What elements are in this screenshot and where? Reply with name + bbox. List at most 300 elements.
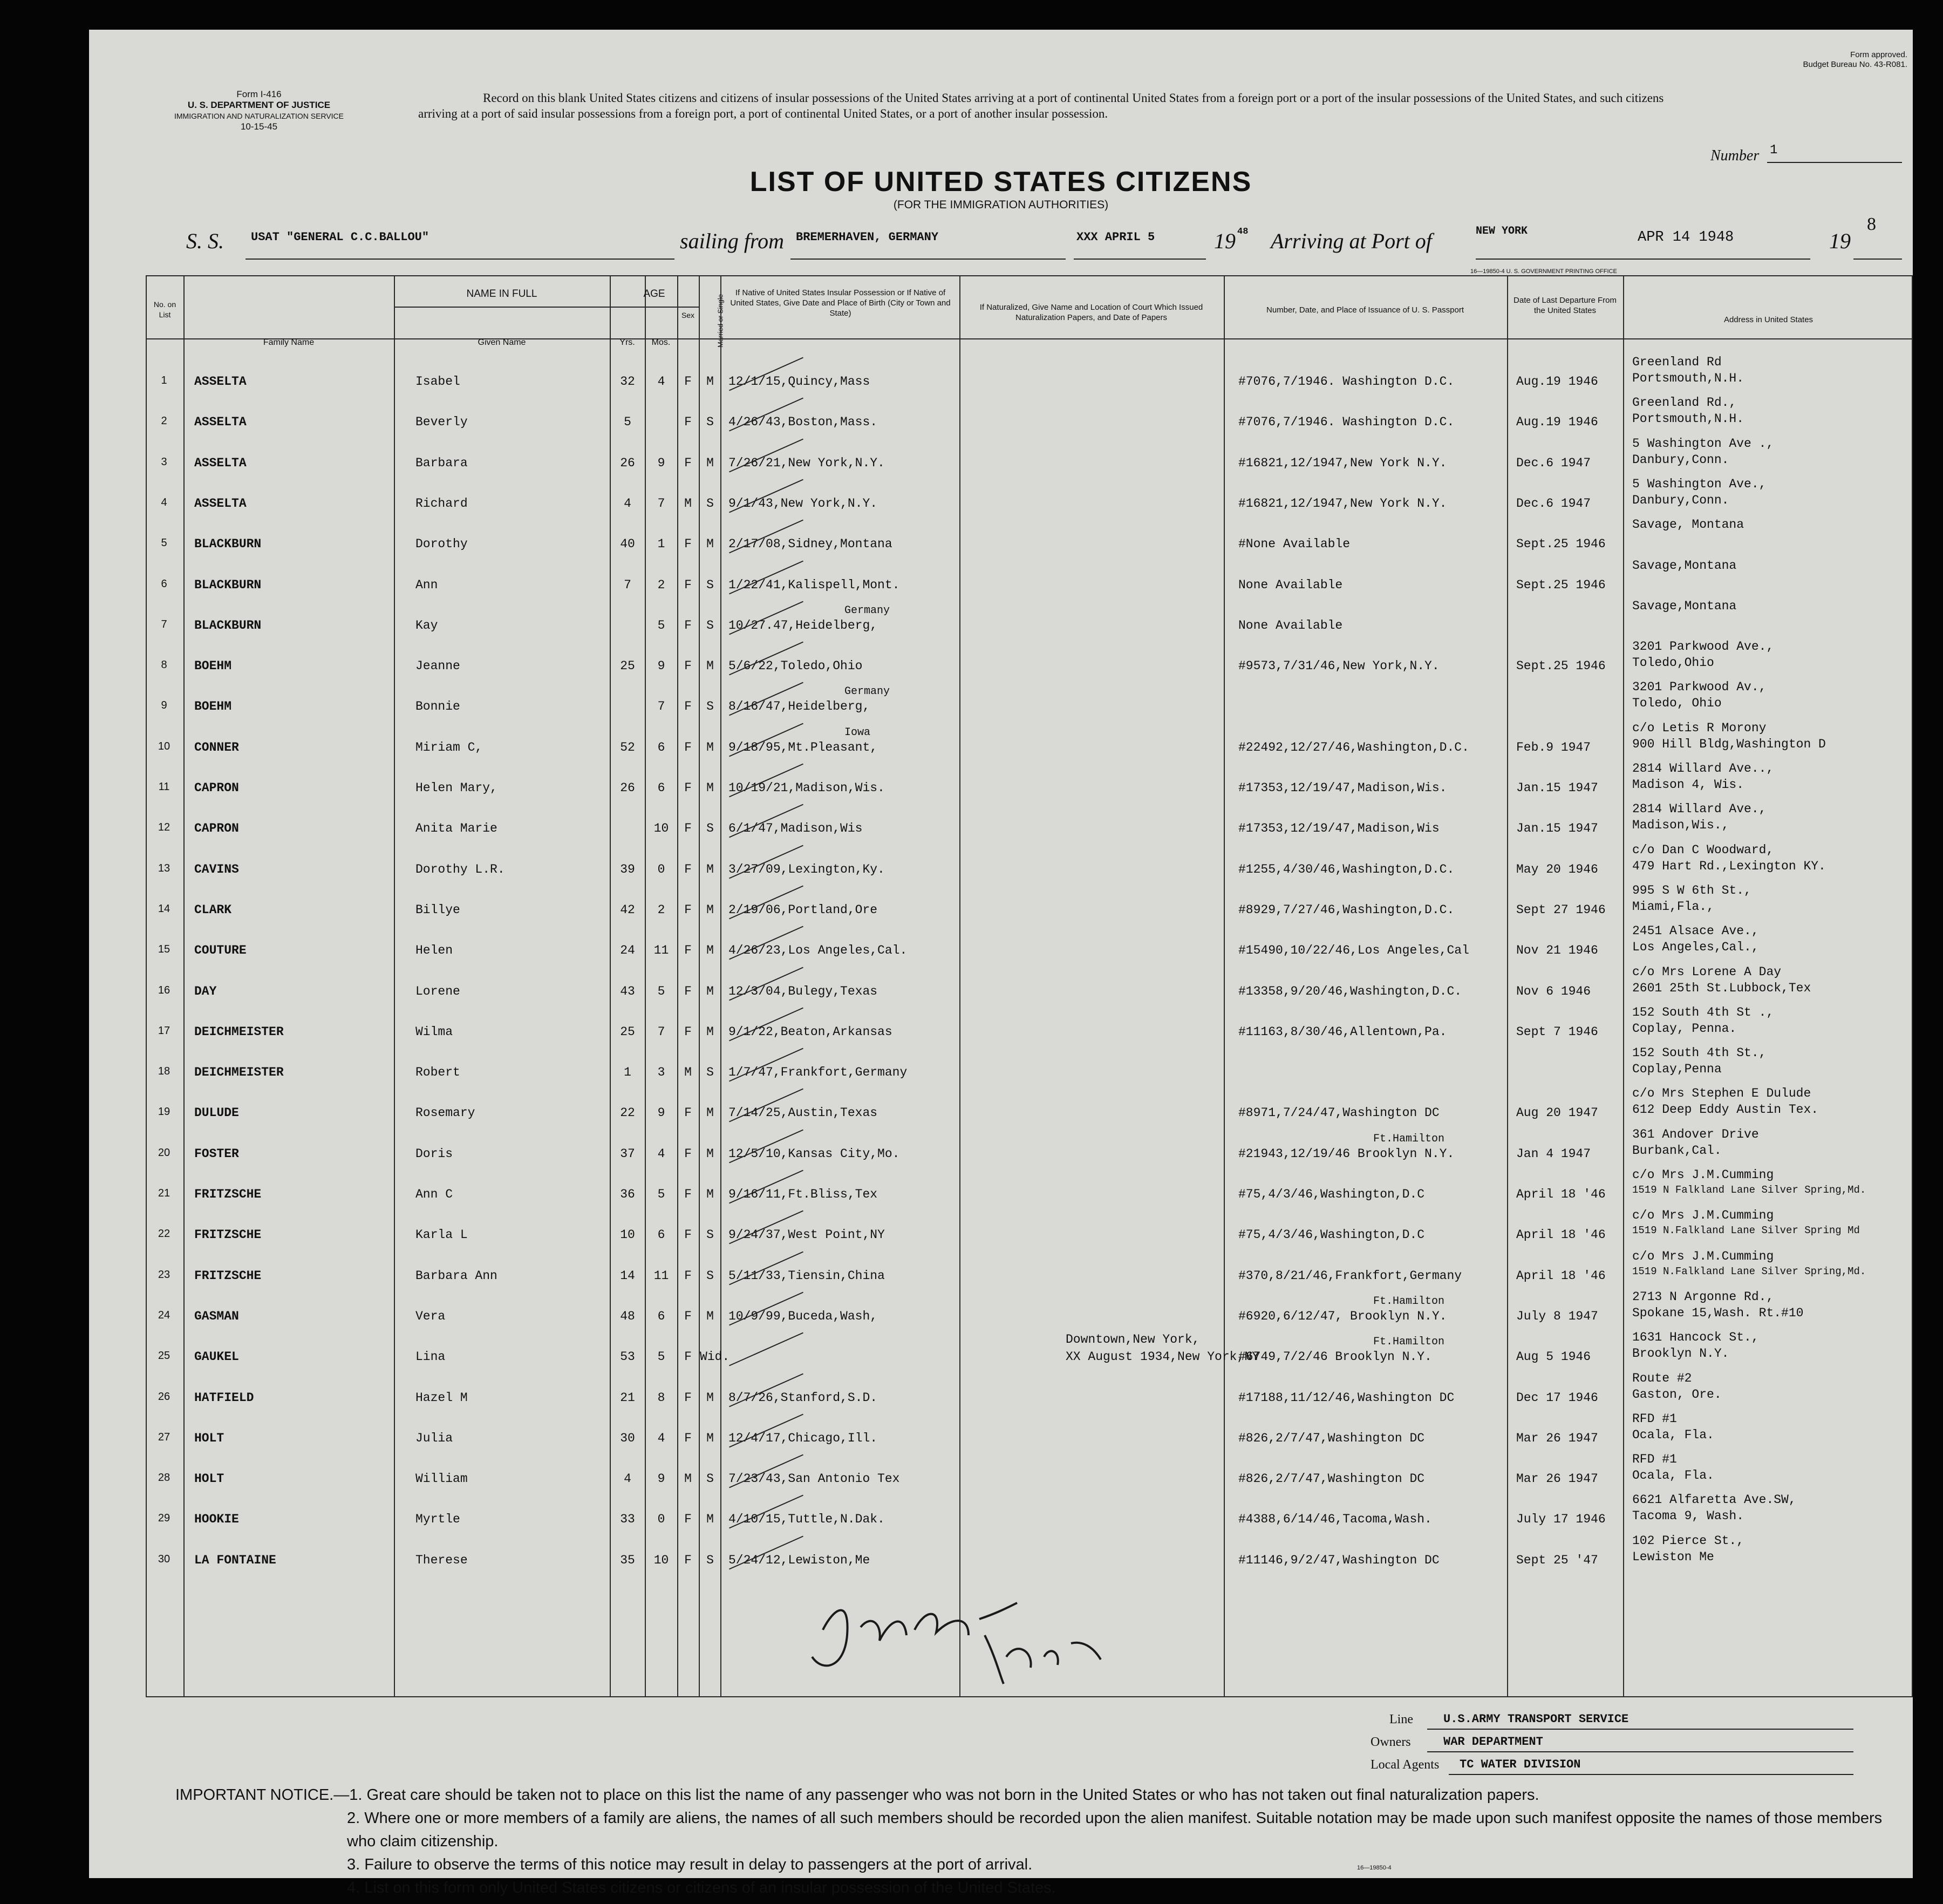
row-number: 16	[158, 984, 171, 996]
sex: F	[684, 781, 692, 795]
row-number: 6	[161, 577, 167, 590]
age-months: 5	[657, 1350, 665, 1364]
passport-info: #16821,12/1947,New York N.Y.	[1238, 496, 1447, 511]
address-line-2: 2601 25th St.Lubbock,Tex	[1632, 981, 1811, 995]
passport-info: #370,8/21/46,Frankfort,Germany	[1238, 1268, 1462, 1283]
birth-date-place: 10/27.47,Heidelberg,	[728, 618, 878, 633]
given-name: Therese	[415, 1553, 468, 1567]
row-number: 4	[161, 496, 167, 508]
row-number: 23	[158, 1268, 171, 1281]
address-line-1: 3201 Parkwood Ave.,	[1632, 640, 1774, 654]
given-name: Miriam C,	[415, 740, 483, 754]
agents-underline	[1449, 1774, 1853, 1775]
col-header-departure: Date of Last Departure From the United States	[1514, 296, 1617, 315]
marital-status: S	[706, 415, 714, 430]
sex: F	[684, 375, 692, 389]
notice-line-1: IMPORTANT NOTICE.—1. Great care should be taken not to place on this list the name of any passenger who was not born in the United States or who has not taken out final naturalization papers.	[175, 1786, 1539, 1804]
sex: F	[684, 1228, 692, 1242]
passport-info: #17353,12/19/47,Madison,Wis.	[1238, 781, 1447, 795]
family-name: CAPRON	[194, 821, 239, 836]
birth-date-place: 9/16/11,Ft.Bliss,Tex	[728, 1187, 878, 1201]
sex: F	[684, 1268, 692, 1283]
sex: F	[684, 699, 692, 714]
sex: F	[684, 1350, 692, 1364]
last-departure: April 18 '46	[1516, 1268, 1606, 1283]
last-departure: Nov 6 1946	[1516, 984, 1591, 998]
address-line-1: 361 Andover Drive	[1632, 1127, 1759, 1141]
given-name: Lorene	[415, 984, 460, 998]
sailing-port: BREMERHAVEN, GERMANY	[796, 230, 939, 244]
address-line-1: Savage,Montana	[1632, 599, 1737, 613]
sex: F	[684, 1431, 692, 1445]
address-line-2: 900 Hill Bldg,Washington D	[1632, 737, 1826, 751]
sex: F	[684, 455, 692, 470]
sailing-label: sailing from	[680, 229, 784, 253]
family-name: CONNER	[194, 740, 239, 754]
age-years: 26	[620, 455, 635, 470]
address-line-2: Tacoma 9, Wash.	[1632, 1509, 1744, 1524]
given-name: Dorothy L.R.	[415, 862, 505, 876]
given-name: Helen Mary,	[415, 781, 497, 795]
family-name: BLACKBURN	[194, 577, 262, 592]
address-line-2: 1519 N.Falkland Lane Silver Spring,Md.	[1632, 1265, 1866, 1277]
line-value: U.S.ARMY TRANSPORT SERVICE	[1443, 1712, 1629, 1726]
given-name: Barbara Ann	[415, 1268, 497, 1283]
age-years: 52	[620, 740, 635, 754]
passport-info: #17353,12/19/47,Madison,Wis	[1238, 821, 1440, 836]
birth-date-place: 1/7/47,Frankfort,Germany	[728, 1065, 908, 1080]
birth-date-place: 12/4/17,Chicago,Ill.	[728, 1431, 878, 1445]
given-name: Ann C	[415, 1187, 453, 1201]
owners-label: Owners	[1371, 1735, 1411, 1749]
address-line-1: c/o Mrs J.M.Cumming	[1632, 1208, 1774, 1223]
birth-date-place: 2/19/06,Portland,Ore	[728, 902, 878, 917]
row-number: 14	[158, 902, 171, 915]
naturalization-court: Downtown,New York,	[1066, 1332, 1200, 1347]
sex: M	[684, 1065, 692, 1080]
col-header-given-name: Given Name	[478, 338, 526, 347]
family-name: BLACKBURN	[194, 537, 262, 552]
address-line-1: 152 South 4th St.,	[1632, 1046, 1767, 1060]
table-row	[89, 1533, 1913, 1581]
ship-name: USAT "GENERAL C.C.BALLOU"	[251, 230, 429, 244]
family-name: LA FONTAINE	[194, 1553, 276, 1567]
birth-date-place: 7/26/21,New York,N.Y.	[728, 455, 885, 470]
form-identification: Form I-416 U. S. DEPARTMENT OF JUSTICE IMMIGRATION AND NATURALIZATION SERVICE 10-15-45	[174, 89, 344, 132]
row-number: 25	[158, 1350, 171, 1362]
sailing-date: XXX APRIL 5	[1076, 230, 1155, 244]
given-name: Vera	[415, 1309, 446, 1323]
marital-status: Wid.	[700, 1350, 730, 1364]
address-line-1: Greenland Rd.,	[1632, 396, 1737, 410]
address-line-1: 152 South 4th St .,	[1632, 1005, 1774, 1019]
marital-status: S	[706, 577, 714, 592]
last-departure: Sept.25 1946	[1516, 659, 1606, 674]
address-line-2: Miami,Fla.,	[1632, 899, 1714, 914]
address-line-2: Coplay,Penna	[1632, 1062, 1722, 1077]
passport-info: #6920,6/12/47, Brooklyn N.Y.	[1238, 1309, 1447, 1323]
birth-date-place: 4/10/15,Tuttle,N.Dak.	[728, 1512, 885, 1527]
sex: F	[684, 943, 692, 958]
row-number: 30	[158, 1553, 171, 1565]
family-name: CAPRON	[194, 781, 239, 795]
age-months: 10	[653, 1553, 669, 1567]
number-label: Number	[1710, 147, 1760, 164]
sex: F	[684, 659, 692, 674]
age-months: 2	[657, 902, 665, 917]
given-name: Bonnie	[415, 699, 460, 714]
marital-status: M	[706, 1024, 714, 1039]
year-underline	[1853, 235, 1902, 260]
arrival-port: NEW YORK	[1476, 225, 1528, 237]
record-instructions: Record on this blank United States citizens and citizens of insular possessions of the United States arriving at a port of continental United States from a foreign port or a port of the insular possessions of the United States, and such citizens arriving at a port of said insular possessions from a foreign port, a port of continental United States, or a port of another insular possession.	[418, 91, 1664, 120]
last-departure: Sept.25 1946	[1516, 537, 1606, 552]
age-years: 53	[620, 1350, 635, 1364]
given-name: Julia	[415, 1431, 453, 1445]
given-name: Ann	[415, 577, 438, 592]
age-years: 37	[620, 1146, 635, 1161]
address-line-2: Portsmouth,N.H.	[1632, 412, 1744, 426]
marital-status: M	[706, 1390, 714, 1405]
last-departure: Sept 25 '47	[1516, 1553, 1598, 1567]
address-line-1: 5 Washington Ave .,	[1632, 436, 1774, 451]
family-name: HATFIELD	[194, 1390, 254, 1405]
age-months: 10	[653, 821, 669, 836]
age-years: 25	[620, 659, 635, 674]
arrival-date-stamp: APR 14 1948	[1638, 229, 1734, 246]
age-years: 30	[620, 1431, 635, 1445]
last-departure: Feb.9 1947	[1516, 740, 1591, 754]
marital-status: M	[706, 1431, 714, 1445]
address-line-2: Spokane 15,Wash. Rt.#10	[1632, 1305, 1804, 1320]
address-line-1: c/o Mrs J.M.Cumming	[1632, 1249, 1774, 1263]
age-years: 43	[620, 984, 635, 998]
address-line-2: Gaston, Ore.	[1632, 1387, 1722, 1402]
sex: F	[684, 1106, 692, 1120]
last-departure: Sept 7 1946	[1516, 1024, 1598, 1039]
budget-approval: Form approved. Budget Bureau No. 43-R081.	[1803, 50, 1907, 69]
address-line-1: 995 S W 6th St.,	[1632, 883, 1751, 897]
age-months: 5	[657, 1187, 665, 1201]
last-departure: July 8 1947	[1516, 1309, 1598, 1323]
family-name: CAVINS	[194, 862, 239, 876]
address-line-1: 2814 Willard Ave.,	[1632, 802, 1767, 817]
given-name: Doris	[415, 1146, 453, 1161]
marital-status: S	[706, 821, 714, 836]
address-line-1: 2451 Alsace Ave.,	[1632, 924, 1759, 939]
row-number: 17	[158, 1024, 171, 1037]
family-name: GAUKEL	[194, 1350, 239, 1364]
given-name: Helen	[415, 943, 453, 958]
table-top-rule	[146, 275, 1913, 276]
family-name: HOLT	[194, 1472, 224, 1486]
age-months: 6	[657, 781, 665, 795]
family-name: HOLT	[194, 1431, 224, 1445]
passport-info: #9573,7/31/46,New York,N.Y.	[1238, 659, 1440, 674]
birth-date-place: 7/23/43,San Antonio Tex	[728, 1472, 900, 1486]
row-number: 1	[161, 375, 167, 386]
row-number: 24	[158, 1309, 171, 1321]
age-months: 0	[657, 1512, 665, 1527]
age-years: 39	[620, 862, 635, 876]
address-line-2: 612 Deep Eddy Austin Tex.	[1632, 1103, 1819, 1117]
marital-status: M	[706, 902, 714, 917]
passport-info: #None Available	[1238, 537, 1351, 552]
birth-date-place: 2/17/08,Sidney,Montana	[728, 537, 892, 552]
marital-status: S	[706, 496, 714, 511]
passport-info: #15490,10/22/46,Los Angeles,Cal	[1238, 943, 1469, 958]
birth-place-above: Iowa	[844, 726, 871, 739]
age-months: 5	[657, 984, 665, 998]
sex: F	[684, 577, 692, 592]
family-name: HOOKIE	[194, 1512, 239, 1527]
address-line-2: Brooklyn N.Y.	[1632, 1347, 1729, 1361]
given-name: Dorothy	[415, 537, 468, 552]
col-header-mos: Mos.	[651, 338, 671, 347]
sex: F	[684, 415, 692, 430]
marital-status: M	[706, 659, 714, 674]
birth-date-place: 12/3/04,Bulegy,Texas	[728, 984, 878, 998]
age-months: 7	[657, 1024, 665, 1039]
marital-status: S	[706, 618, 714, 633]
age-months: 2	[657, 577, 665, 592]
year-mark: 8	[1867, 214, 1876, 234]
marital-status: M	[706, 1146, 714, 1161]
sex: F	[684, 1512, 692, 1527]
birth-date-place: 4/26/43,Boston,Mass.	[728, 415, 878, 430]
notice-line-3: 3. Failure to observe the terms of this notice may result in delay to passengers at the port of arrival.	[347, 1856, 1033, 1873]
address-line-1: 5 Washington Ave.,	[1632, 477, 1767, 491]
age-years: 5	[624, 415, 631, 430]
address-line-2: Burbank,Cal.	[1632, 1143, 1722, 1158]
family-name: DULUDE	[194, 1106, 239, 1120]
sex: F	[684, 1309, 692, 1323]
last-departure: Dec.6 1947	[1516, 496, 1591, 511]
address-line-1: 3201 Parkwood Av.,	[1632, 680, 1767, 695]
notice-line-2: 2. Where one or more members of a family are aliens, the names of all such members should be recorded upon the alien manifest. Suitable notation may be made upon such manifest opposite the names of those members who claim citizenship.	[347, 1810, 1883, 1850]
age-months: 6	[657, 1228, 665, 1242]
birth-date-place: 5/24/12,Lewiston,Me	[728, 1553, 870, 1567]
birth-place-above: Germany	[844, 604, 890, 617]
family-name: ASSELTA	[194, 496, 247, 511]
last-departure: Sept 27 1946	[1516, 902, 1606, 917]
age-years: 7	[624, 577, 631, 592]
given-name: Barbara	[415, 455, 468, 470]
row-number: 26	[158, 1390, 171, 1403]
ss-label: S. S.	[186, 229, 224, 253]
last-departure: Aug 20 1947	[1516, 1106, 1598, 1120]
row-number: 2	[161, 415, 167, 427]
last-departure: Aug 5 1946	[1516, 1350, 1591, 1364]
birth-date-place: 8/16/47,Heidelberg,	[728, 699, 870, 714]
sex: F	[684, 862, 692, 876]
inspection-check-mark	[729, 1332, 803, 1366]
marital-status: M	[706, 781, 714, 795]
address-line-1: c/o Dan C Woodward,	[1632, 842, 1774, 857]
age-years: 14	[620, 1268, 635, 1283]
given-name: Rosemary	[415, 1106, 475, 1120]
marital-status: M	[706, 862, 714, 876]
last-departure: Mar 26 1947	[1516, 1472, 1598, 1486]
family-name: GASMAN	[194, 1309, 239, 1323]
sex: F	[684, 1024, 692, 1039]
family-name: FRITZSCHE	[194, 1228, 262, 1242]
marital-status: M	[706, 1187, 714, 1201]
col-header-yrs: Yrs.	[619, 338, 635, 347]
address-line-2: 479 Hart Rd.,Lexington KY.	[1632, 859, 1826, 873]
table-bottom-rule	[146, 1696, 1913, 1697]
family-name: DEICHMEISTER	[194, 1065, 284, 1080]
given-name: Billye	[415, 902, 460, 917]
age-years: 25	[620, 1024, 635, 1039]
passport-info: #13358,9/20/46,Washington,D.C.	[1238, 984, 1462, 998]
passport-info: None Available	[1238, 577, 1343, 592]
given-name: Hazel M	[415, 1390, 468, 1405]
address-line-2: Madison,Wis.,	[1632, 818, 1729, 833]
family-name: FRITZSCHE	[194, 1268, 262, 1283]
age-years: 40	[620, 537, 635, 552]
address-line-1: Greenland Rd	[1632, 355, 1722, 369]
address-line-1: c/o Mrs Stephen E Dulude	[1632, 1086, 1811, 1101]
passport-info: #826,2/7/47,Washington DC	[1238, 1431, 1425, 1445]
row-number: 12	[158, 821, 171, 834]
given-name: Lina	[415, 1350, 446, 1364]
sex: F	[684, 537, 692, 552]
manifest-page	[89, 30, 1913, 1896]
age-months: 7	[657, 496, 665, 511]
age-months: 7	[657, 699, 665, 714]
address-line-1: c/o Mrs J.M.Cumming	[1632, 1168, 1774, 1182]
sex: F	[684, 618, 692, 633]
marital-status: M	[706, 1512, 714, 1527]
row-number: 29	[158, 1512, 171, 1525]
age-months: 4	[657, 1146, 665, 1161]
passport-info: #17188,11/12/46,Washington DC	[1238, 1390, 1455, 1405]
age-years: 35	[620, 1553, 635, 1567]
row-number: 15	[158, 943, 171, 956]
birth-date-place: 10/19/21,Madison,Wis.	[728, 781, 885, 795]
age-years: 24	[620, 943, 635, 958]
last-departure: Jan.15 1947	[1516, 821, 1598, 836]
age-years: 22	[620, 1106, 635, 1120]
row-number: 10	[158, 740, 171, 752]
family-name: FOSTER	[194, 1146, 239, 1161]
birth-date-place: 5/6/22,Toledo,Ohio	[728, 659, 863, 674]
birth-date-place: 9/1/22,Beaton,Arkansas	[728, 1024, 892, 1039]
sex: M	[684, 1472, 692, 1486]
age-months: 4	[657, 375, 665, 389]
last-departure: Dec 17 1946	[1516, 1390, 1598, 1405]
sex: F	[684, 1187, 692, 1201]
age-months: 5	[657, 618, 665, 633]
sex: F	[684, 984, 692, 998]
passport-info: #8929,7/27/46,Washington,D.C.	[1238, 902, 1455, 917]
given-name: Myrtle	[415, 1512, 460, 1527]
given-name: William	[415, 1472, 468, 1486]
col-header-naturalized: If Naturalized, Give Name and Location of Court Which Issued Naturalization Papers, and Date of Papers	[979, 303, 1203, 322]
address-line-2: Los Angeles,Cal.,	[1632, 940, 1759, 955]
birth-date-place: 9/1/43,New York,N.Y.	[728, 496, 878, 511]
number-value: 1	[1770, 143, 1778, 158]
last-departure: Aug.19 1946	[1516, 415, 1598, 430]
last-departure: July 17 1946	[1516, 1512, 1606, 1527]
row-number: 11	[158, 781, 170, 793]
naturalization-date: XX August 1934,New York,NY	[1066, 1350, 1259, 1364]
marital-status: M	[706, 375, 714, 389]
sex: F	[684, 1146, 692, 1161]
col-header-married-single: Married or Single	[716, 294, 725, 348]
marital-status: S	[706, 1472, 714, 1486]
age-months: 8	[657, 1390, 665, 1405]
row-number: 8	[161, 659, 167, 671]
marital-status: S	[706, 699, 714, 714]
marital-status: M	[706, 1309, 714, 1323]
last-departure: Jan 4 1947	[1516, 1146, 1591, 1161]
address-line-2: 1519 N.Falkland Lane Silver Spring Md	[1632, 1225, 1860, 1237]
family-name: BLACKBURN	[194, 618, 262, 633]
last-departure: Dec.6 1947	[1516, 455, 1591, 470]
marital-status: S	[706, 1065, 714, 1080]
birth-date-place: 3/27/09,Lexington,Ky.	[728, 862, 885, 876]
age-months: 6	[657, 1309, 665, 1323]
marital-status: M	[706, 984, 714, 998]
marital-status: S	[706, 1268, 714, 1283]
sex: M	[684, 496, 692, 511]
row-number: 20	[158, 1146, 171, 1159]
age-years: 48	[620, 1309, 635, 1323]
year-prefix-2: 19	[1829, 229, 1851, 253]
important-notice	[175, 1784, 1902, 1900]
address-line-2: Danbury,Conn.	[1632, 493, 1729, 507]
marital-status: M	[706, 740, 714, 754]
col-header-native-birth: If Native of United States Insular Possession or If Native of United States, Give Date and Place of Birth (City or Town and State)	[730, 288, 951, 318]
family-name: ASSELTA	[194, 415, 247, 430]
age-years: 33	[620, 1512, 635, 1527]
passport-info: #22492,12/27/46,Washington,D.C.	[1238, 740, 1469, 754]
agents-value: TC WATER DIVISION	[1460, 1758, 1581, 1771]
marital-status: S	[706, 1228, 714, 1242]
passport-info: #1255,4/30/46,Washington,D.C.	[1238, 862, 1455, 876]
address-line-1: Savage,Montana	[1632, 558, 1737, 573]
row-number: 5	[161, 537, 167, 549]
given-name: Robert	[415, 1065, 460, 1080]
given-name: Kay	[415, 618, 438, 633]
sex: F	[684, 740, 692, 754]
col-header-name-in-full: NAME IN FULL	[466, 288, 537, 300]
last-departure: Jan.15 1947	[1516, 781, 1598, 795]
sex: F	[684, 1553, 692, 1567]
age-months: 0	[657, 862, 665, 876]
line-underline	[1427, 1729, 1853, 1730]
passport-info: #7076,7/1946. Washington D.C.	[1238, 375, 1455, 389]
passport-info: #16821,12/1947,New York N.Y.	[1238, 455, 1447, 470]
birth-date-place: 12/5/10,Kansas City,Mo.	[728, 1146, 900, 1161]
col-header-passport: Number, Date, and Place of Issuance of U. S. Passport	[1266, 305, 1464, 315]
col-header-sex: Sex	[681, 311, 695, 319]
age-months: 9	[657, 455, 665, 470]
row-number: 3	[161, 455, 167, 468]
last-departure: Aug.19 1946	[1516, 375, 1598, 389]
birth-date-place: 1/22/41,Kalispell,Mont.	[728, 577, 900, 592]
given-name: Karla L	[415, 1228, 468, 1242]
address-line-1: c/o Letis R Morony	[1632, 720, 1767, 735]
age-months: 11	[653, 943, 669, 958]
address-line-2: Ocala, Fla.	[1632, 1468, 1714, 1483]
row-number: 7	[161, 618, 167, 630]
passport-info: #21943,12/19/46 Brooklyn N.Y.	[1238, 1146, 1455, 1161]
address-line-2: Portsmouth,N.H.	[1632, 371, 1744, 385]
family-name: ASSELTA	[194, 375, 247, 389]
